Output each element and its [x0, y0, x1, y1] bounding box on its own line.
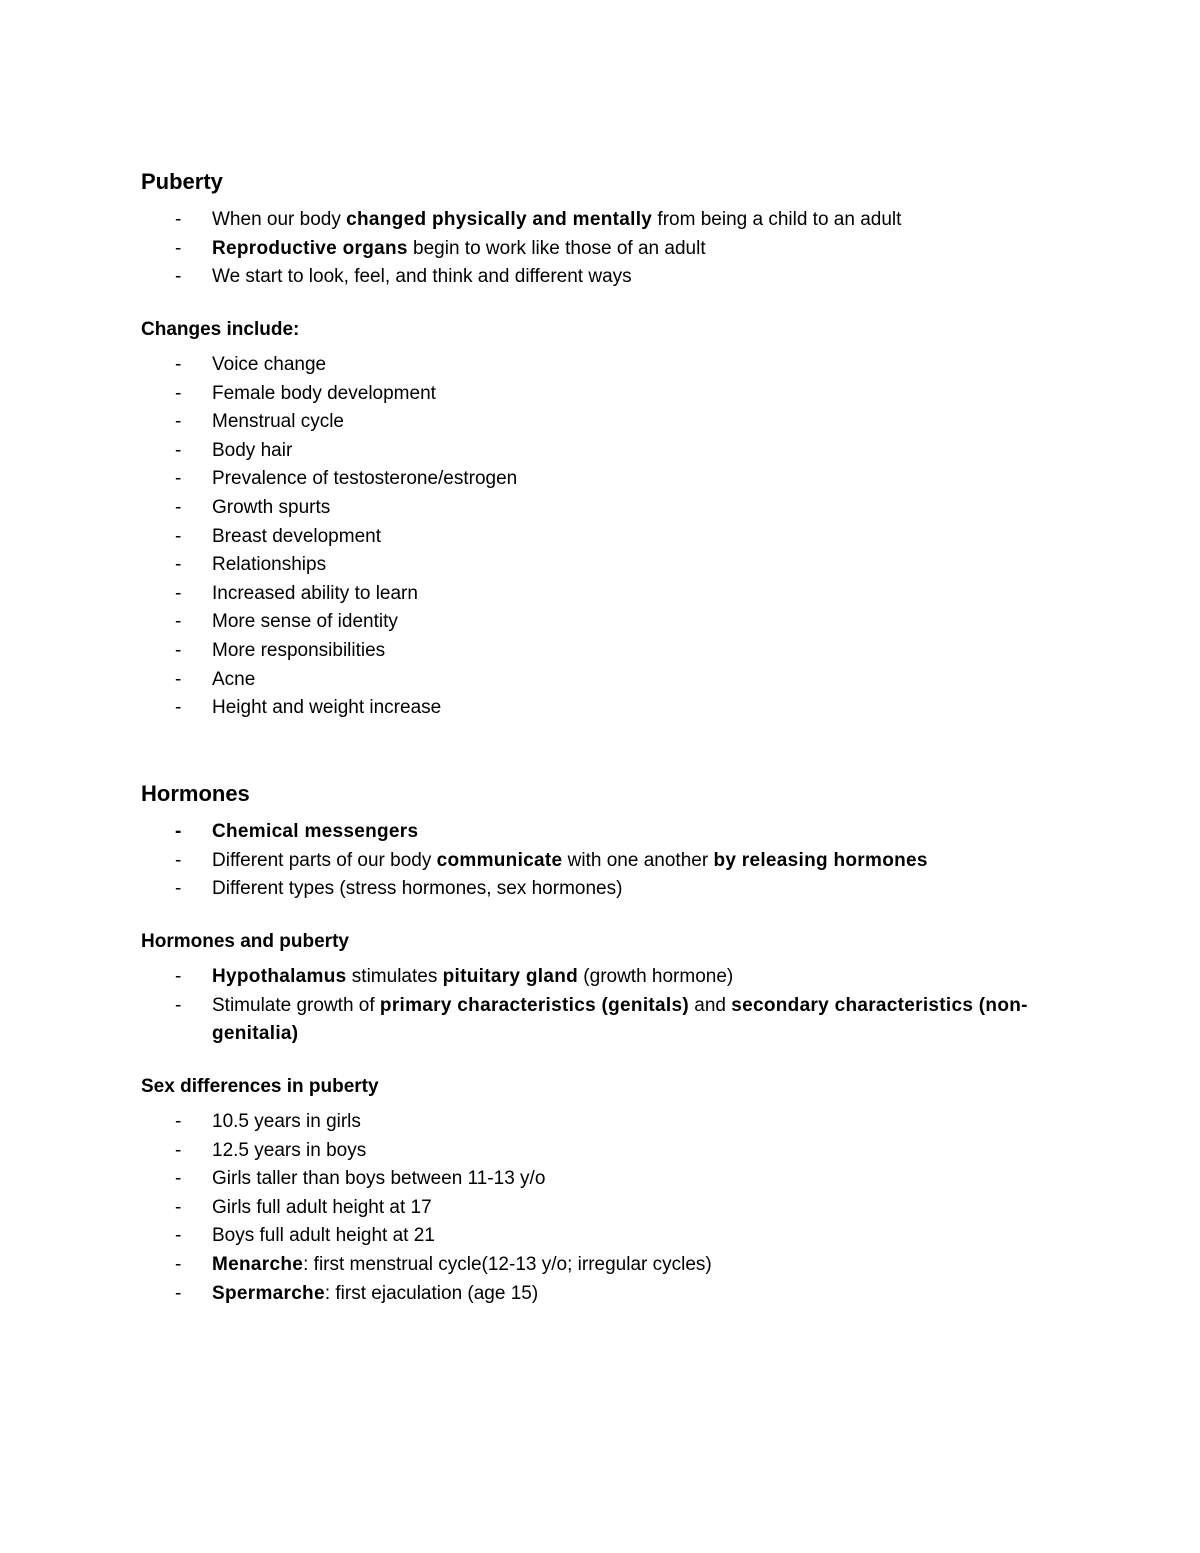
item-text: Boys full adult height at 21: [212, 1225, 435, 1247]
section-hormones-and-puberty: [141, 929, 1101, 1049]
list-item: [141, 465, 1101, 494]
dash-bullet: -: [175, 994, 182, 1016]
dash-bullet: -: [175, 439, 182, 461]
item-text: Body hair: [212, 439, 293, 461]
list-item: [141, 263, 1101, 292]
dash-bullet: -: [175, 266, 182, 288]
list-item: [141, 206, 1101, 235]
list-item: [141, 351, 1101, 380]
bold-text: changed physically and mentally: [346, 209, 653, 230]
section-sex-differences: [141, 1074, 1101, 1308]
dash-bullet: -: [175, 1139, 182, 1161]
item-text: and: [688, 994, 732, 1016]
item-text: (growth hormone): [578, 966, 734, 987]
list-item: [141, 380, 1101, 409]
list-item: [141, 666, 1101, 695]
dash-bullet: -: [175, 1168, 182, 1190]
item-text: 10.5 years in girls: [212, 1111, 361, 1132]
list-item: [141, 235, 1101, 264]
item-text: More responsibilities: [212, 639, 386, 661]
dash-bullet: -: [175, 525, 182, 547]
item-text: : first ejaculation (age 15): [324, 1282, 539, 1304]
item-text: Acne: [212, 668, 256, 690]
dash-bullet: -: [175, 668, 182, 690]
bold-text: Chemical messengers: [212, 821, 419, 842]
list-item: [141, 847, 1101, 876]
item-text: 12.5 years in boys: [212, 1139, 367, 1161]
list-item: [141, 1108, 1101, 1137]
bold-text: secondary characteristics (non-genitalia): [212, 994, 1028, 1045]
list-item: [141, 1137, 1101, 1166]
item-text: begin to work like those of an adult: [407, 237, 706, 259]
section-heading: Sex differences in puberty: [141, 1076, 379, 1097]
section-heading: Changes include:: [141, 319, 300, 340]
section-puberty: [141, 168, 1101, 292]
bold-text: pituitary gland: [442, 966, 579, 987]
list-item: [141, 818, 1101, 847]
bold-text: primary characteristics (genitals): [379, 994, 689, 1016]
item-text: More sense of identity: [212, 611, 398, 633]
list-item: [141, 523, 1101, 552]
item-text: : first menstrual cycle(12-13 y/o; irregular cycles): [303, 1253, 712, 1275]
dash-bullet: -: [175, 209, 182, 230]
bullet-list: [141, 818, 1101, 904]
dash-bullet: -: [175, 554, 182, 576]
list-item: [141, 580, 1101, 609]
section-changes-include: [141, 317, 1101, 723]
dash-bullet: -: [175, 354, 182, 375]
item-text: Relationships: [212, 554, 327, 576]
dash-bullet: -: [175, 582, 182, 604]
list-item: [141, 1280, 1101, 1309]
list-item: [141, 1194, 1101, 1223]
list-item: [141, 992, 1101, 1049]
list-item: [141, 694, 1101, 723]
list-item: [141, 551, 1101, 580]
item-text: Girls taller than boys between 11-13 y/o: [212, 1168, 546, 1190]
list-item: [141, 875, 1101, 904]
bold-text: Menarche: [212, 1253, 304, 1275]
list-item: [141, 608, 1101, 637]
dash-bullet: -: [175, 821, 182, 842]
bold-text: Spermarche: [212, 1282, 325, 1304]
item-text: Height and weight increase: [212, 697, 442, 719]
section-heading: Hormones: [141, 781, 250, 806]
dash-bullet: -: [175, 1253, 182, 1275]
item-text: Stimulate growth of: [212, 994, 380, 1016]
dash-bullet: -: [175, 697, 182, 719]
bold-text: Reproductive organs: [212, 237, 408, 259]
dash-bullet: -: [175, 1111, 182, 1132]
dash-bullet: -: [175, 849, 182, 871]
item-text: from being a child to an adult: [652, 209, 902, 230]
bold-text: by releasing hormones: [713, 849, 928, 871]
item-text: Prevalence of testosterone/estrogen: [212, 468, 518, 490]
dash-bullet: -: [175, 411, 182, 433]
bullet-list: [141, 206, 1101, 292]
item-text: When our body: [212, 209, 347, 230]
list-item: [141, 408, 1101, 437]
item-text: Growth spurts: [212, 496, 331, 518]
dash-bullet: -: [175, 966, 182, 987]
item-text: with one another: [562, 849, 714, 871]
section-heading: Hormones and puberty: [141, 931, 349, 952]
dash-bullet: -: [175, 382, 182, 404]
dash-bullet: -: [175, 611, 182, 633]
dash-bullet: -: [175, 639, 182, 661]
list-item: [141, 1222, 1101, 1251]
item-text: Voice change: [212, 354, 327, 375]
section-hormones: [141, 780, 1101, 904]
dash-bullet: -: [175, 1196, 182, 1218]
list-item: [141, 1251, 1101, 1280]
item-text: Girls full adult height at 17: [212, 1196, 432, 1218]
list-item: [141, 637, 1101, 666]
dash-bullet: -: [175, 237, 182, 259]
item-text: Breast development: [212, 525, 381, 547]
dash-bullet: -: [175, 1225, 182, 1247]
item-text: Different parts of our body: [212, 849, 437, 871]
dash-bullet: -: [175, 878, 182, 900]
dash-bullet: -: [175, 1282, 182, 1304]
bold-text: Hypothalamus: [212, 966, 347, 987]
bullet-list: [141, 1108, 1101, 1308]
item-text: We start to look, feel, and think and different ways: [212, 266, 632, 288]
list-item: [141, 494, 1101, 523]
list-item: [141, 1165, 1101, 1194]
list-item: [141, 963, 1101, 992]
dash-bullet: -: [175, 468, 182, 490]
bullet-list: [141, 963, 1101, 1049]
list-item: [141, 437, 1101, 466]
section-heading: Puberty: [141, 169, 223, 194]
bullet-list: [141, 351, 1101, 723]
item-text: Menstrual cycle: [212, 411, 344, 433]
dash-bullet: -: [175, 496, 182, 518]
item-text: Female body development: [212, 382, 436, 404]
item-text: Different types (stress hormones, sex hormones): [212, 878, 623, 900]
bold-text: communicate: [436, 849, 563, 871]
item-text: stimulates: [346, 966, 443, 987]
item-text: Increased ability to learn: [212, 582, 418, 604]
